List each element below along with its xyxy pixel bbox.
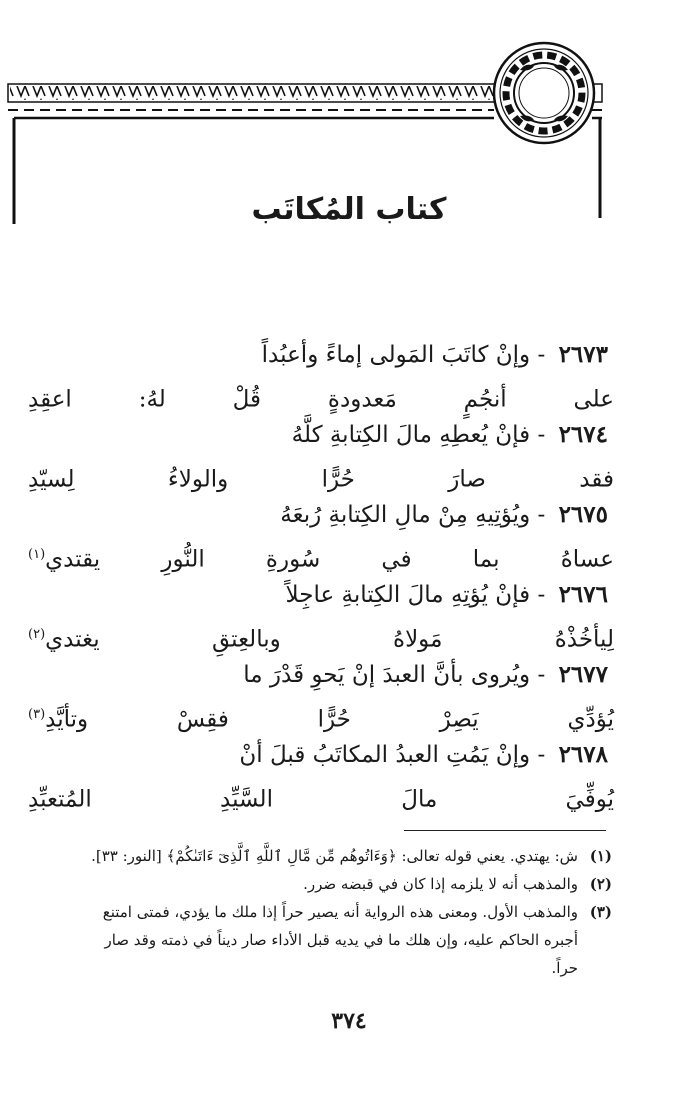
verse-separator: -: [537, 582, 546, 608]
verse-second-hemistich: [0, 695, 698, 735]
verse-second-hemistich: [0, 615, 698, 655]
verse-first-hemistich: [0, 495, 698, 535]
verse-second-text: يُؤدِّي يَصِرْ حُرًّا فقِسْ وتأيَّدِ: [45, 706, 614, 733]
verse-first-text: ويُروى بأنَّ العبدَ إنْ يَحوِ قَدْرَ ما: [243, 662, 531, 688]
footnote-text: ش: يهتدي. يعني قوله تعالى: ﴿وَءَاتُوهُم مِّن مَّالِ ٱللَّهِ ٱلَّذِىٓ ءَاتَىٰكُمْ﴾ [النور: ٣٣].: [91, 847, 578, 865]
verse-second-hemistich: [0, 375, 698, 415]
verse-second-text: فقد صارَ حُرًّا والولاءُ لِسيّدِ: [28, 466, 614, 493]
footnote-ref: (٢): [28, 627, 46, 642]
verse-second-hemistich: [0, 775, 698, 815]
verse-separator: -: [537, 742, 546, 768]
verse-second-hemistich: [0, 455, 698, 495]
verse-first-text: فإنْ يُعطِهِ مالَ الكِتابةِ كلَّهُ: [291, 422, 531, 448]
footnote-text: والمذهب الأول. ومعنى هذه الرواية أنه يصير حراً إذا ملك ما يؤدي، فمتى امتنع أجبره الحاكم عليه، وإن هلك ما في يديه قبل الأداء صار ديناً في ذمته وقد صار حراً.: [102, 903, 578, 977]
footnote-text: والمذهب أنه لا يلزمه إذا كان في قبضه ضرر.: [303, 875, 578, 893]
verse-number: ٢٦٧٧: [558, 661, 608, 688]
verse: [0, 495, 698, 575]
verse-first-text: ويُؤتِيهِ مِنْ مالِ الكِتابةِ رُبعَهُ: [280, 502, 531, 528]
footnote: [0, 842, 698, 870]
verse-number: ٢٦٧٤: [558, 421, 608, 448]
verse-second-text: عساهُ بما في سُورةِ النُّورِ يقتدي: [45, 546, 614, 573]
verse-number: ٢٦٧٥: [558, 501, 608, 528]
verse: [0, 735, 698, 815]
verse-number: ٢٦٧٨: [558, 741, 608, 768]
verse-separator: -: [537, 502, 546, 528]
verse-second-text: على أنجُمٍ مَعدودةٍ قُلْ لهُ: اعقِدِ: [28, 386, 614, 413]
verse: [0, 575, 698, 655]
footnote-ref: (١): [28, 547, 46, 562]
verse-first-hemistich: [0, 335, 698, 375]
verse-first-text: فإنْ يُؤتِهِ مالَ الكِتابةِ عاجِلاً: [285, 582, 531, 608]
verse-first-hemistich: [0, 735, 698, 775]
verse-separator: -: [537, 342, 546, 368]
footnote-number: (١): [589, 847, 612, 865]
footnote-divider: [404, 830, 606, 831]
verse-first-text: وإنْ كاتَبَ المَولى إماءً وأعبُداً: [261, 342, 531, 368]
verse-separator: -: [537, 422, 546, 448]
verse-second-text: لِيأخُذْهُ مَولاهُ وبالعِتقِ يغتدي: [45, 626, 614, 653]
footnotes-section: [0, 842, 698, 982]
verse: [0, 335, 698, 415]
verse-number: ٢٦٧٣: [558, 341, 608, 368]
footnote: [0, 870, 698, 898]
verse: [0, 415, 698, 495]
verse-second-hemistich: [0, 535, 698, 575]
verse-first-hemistich: [0, 415, 698, 455]
ornament-medallion-icon: [494, 43, 594, 143]
verse-second-text: يُوفِّيَ مالَ السَّيِّدِ المُتعبِّدِ: [28, 786, 614, 813]
verse-first-hemistich: [0, 575, 698, 615]
footnote: [0, 898, 698, 982]
verse-first-hemistich: [0, 655, 698, 695]
verses-section: [0, 335, 698, 815]
verse-separator: -: [537, 662, 546, 688]
page-number: ٣٧٤: [331, 1008, 367, 1034]
verse-first-text: وإنْ يَمُتِ العبدُ المكاتَبُ قبلَ أنْ: [239, 742, 531, 768]
verse-number: ٢٦٧٦: [558, 581, 608, 608]
chapter-title: كتاب المُكاتَب: [251, 192, 447, 227]
verse: [0, 655, 698, 735]
footnote-ref: (٣): [28, 707, 46, 722]
footnote-number: (٢): [589, 875, 612, 893]
footnote-number: (٣): [589, 903, 612, 921]
